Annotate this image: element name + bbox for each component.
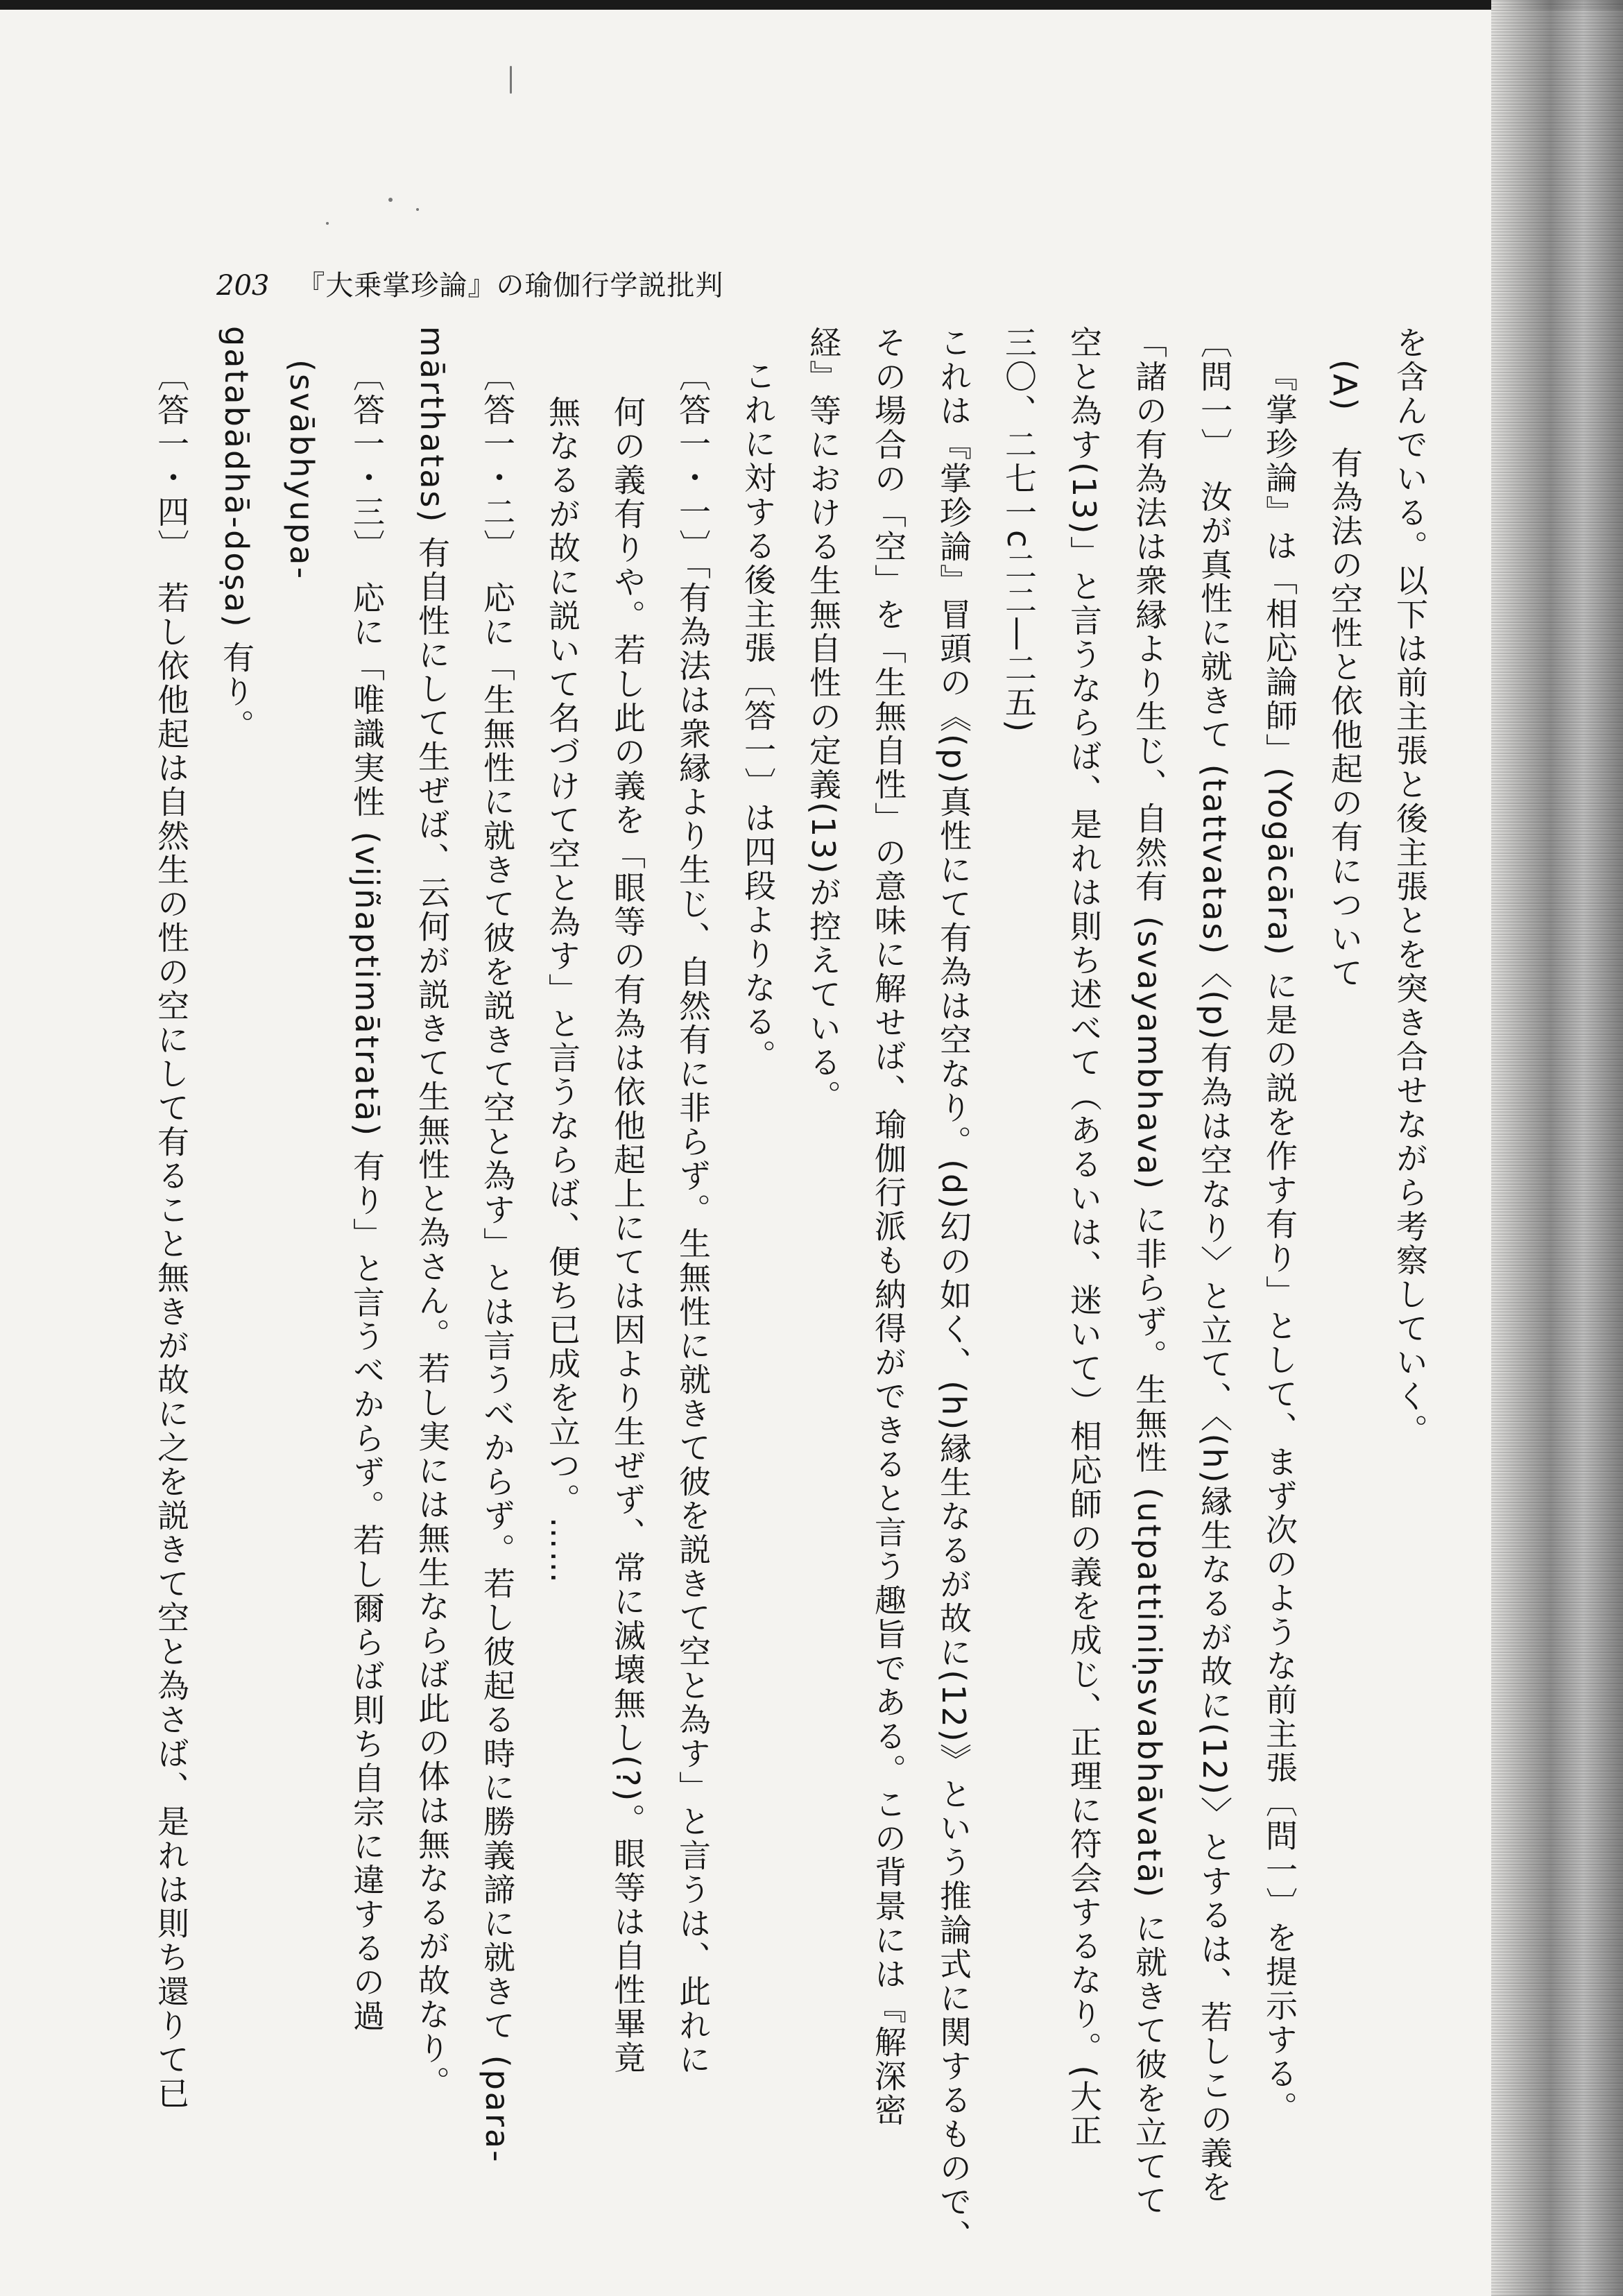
text-line: を含んでいる。以下は前主張と後主張とを突き合せながら考察していく。 <box>1391 326 1429 1448</box>
text-line: これに対する後主張〔答一〕は四段よりなる。 <box>739 359 777 1073</box>
text-line: 〔答一・四〕 若し依他起は自然生の性の空にして有ること無きが故に之を説きて空と為さば、是れは則ち還りて已 <box>153 359 190 2111</box>
text-line: 『掌珍論』は「相応論師」(Yogācāra) に是の説を作す有り」として、まず次のような前主張〔問一〕を提示する。 <box>1261 359 1298 2125</box>
text-line: その場合の「空」を「生無自性」の意味に解せば、瑜伽行派も納得ができると言う趣旨である。この背景には『解深密 <box>870 326 907 2127</box>
text-line: 空と為す(13)」と言うならば、是れは則ち述べて（あるいは、迷いて）相応師の義を成じ、正理に符会するなり。(大正 <box>1065 326 1103 2148</box>
scan-speck <box>510 66 512 94</box>
scan-speck <box>388 198 393 202</box>
scan-speck <box>416 208 419 211</box>
text-line: 〔答一・一〕「有為法は衆縁より生じ、自然有に非らず。生無性に就きて彼を説きて空と為す」と言うは、此れに <box>674 359 712 2077</box>
text-line: mārthatas) 有自性にして生ぜば、云何が説きて生無性と為さん。若し実には無生ならば此の体は無なるが故なり。 <box>413 326 451 2100</box>
running-title: 『大乗掌珍論』の瑜伽行学説批判 <box>297 270 724 302</box>
text-line: 三〇、二七一c二二―二五) <box>1000 326 1038 735</box>
text-line: 経』等における生無自性の定義(13)が控えている。 <box>805 326 842 1114</box>
text-line: 〔問一〕 汝が真性に就きて (tattvatas)〈(p)有為は空なり〉と立て、〈(h)縁生なるが故に(12)〉とするは、若しこの義を <box>1196 326 1233 2204</box>
page-header <box>216 264 724 302</box>
scan-top-border <box>0 0 1623 10</box>
text-line: 「諸の有為法は衆縁より生じ、自然有 (svayambhava) に非らず。生無性 (utpattiniḥsvabhāvatā) に就きて彼を立てて <box>1131 326 1168 2218</box>
scan-binding-edge <box>1491 0 1623 2296</box>
text-line: これは『掌珍論』冒頭の《(p)真性にて有為は空なり。(d)幻の如く、(h)縁生なるが故に(12)》という推論式に関するもので、 <box>935 326 972 2254</box>
text-line: 無なるが故に説いて名づけて空と為す」と言うならば、便ち已成を立つ。…… <box>544 395 581 1585</box>
scan-speck <box>326 222 329 225</box>
vertical-body-text <box>153 326 1443 2254</box>
page-number: 203 <box>216 270 270 302</box>
text-line: 何の義有りや。若し此の義を「眼等の有為は依他起上にては因より生ぜず、常に滅壊無し(?)。眼等は自性畢竟 <box>609 395 646 2075</box>
section-heading: (A) 有為法の空性と依他起の有について <box>1326 359 1364 991</box>
text-line: 〔答一・三〕 応に「唯識実性 (vijñaptimātratā) 有り」と言うべからず。若し爾らば則ち自宗に違するの過 (svābhyupa- <box>283 359 386 2034</box>
text-line: 〔答一・二〕 応に「生無性に就きて彼を説きて空と為す」とは言うべからず。若し彼起る時に勝義諦に就きて (para- <box>479 359 516 2164</box>
text-line: gatabādhā-doṣa) 有り。 <box>218 326 255 744</box>
